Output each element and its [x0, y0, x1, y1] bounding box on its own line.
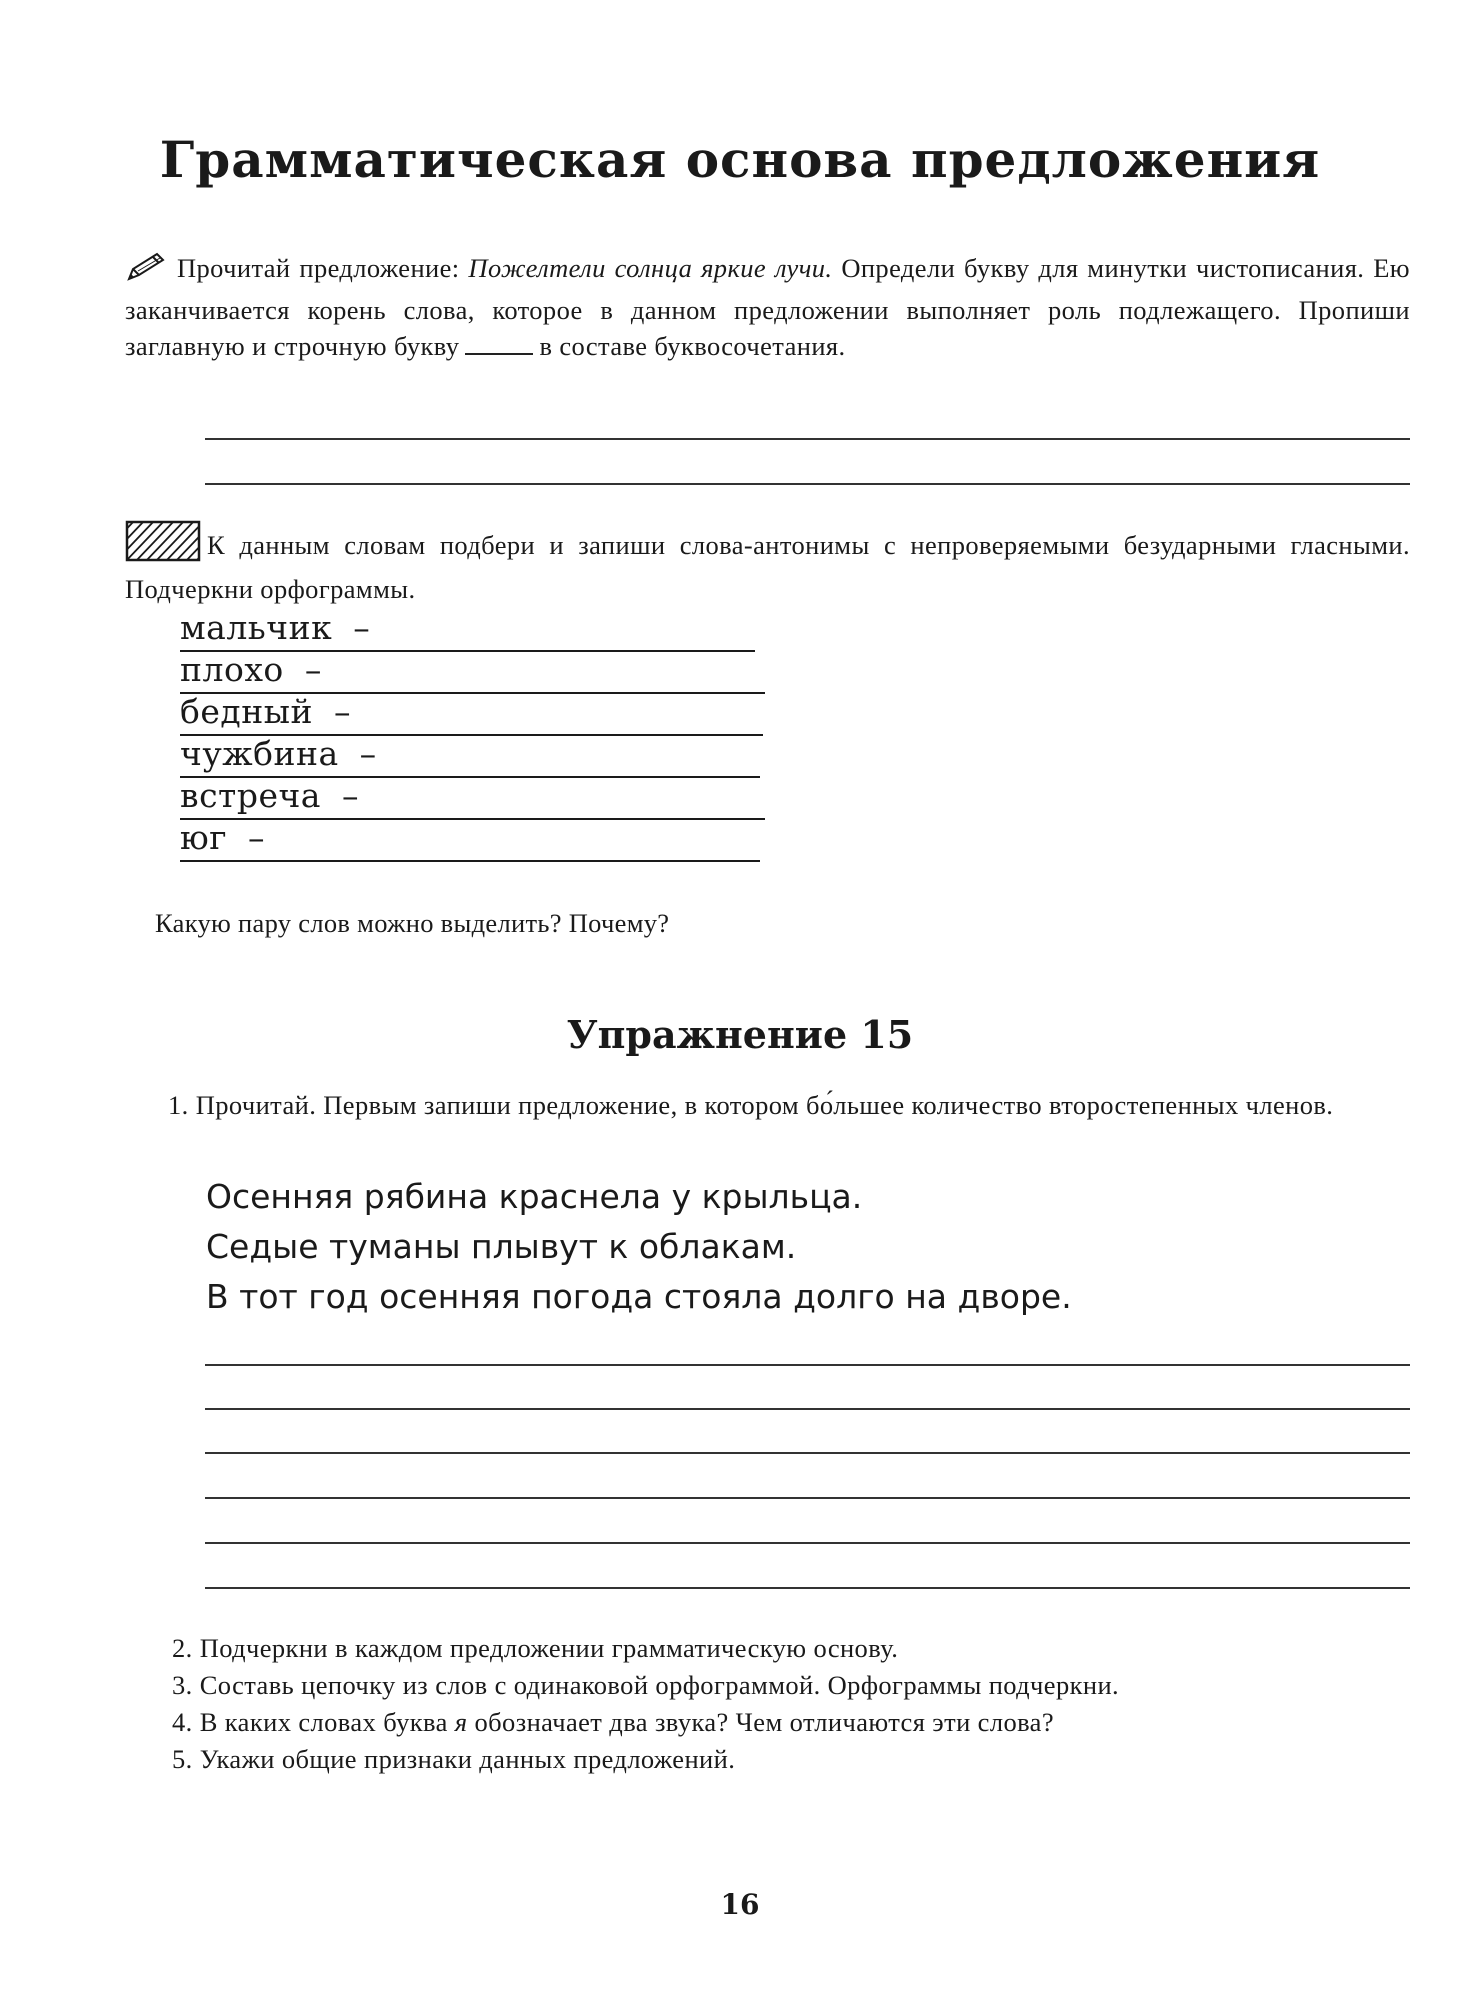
task-antonyms-paragraph: [125, 520, 1410, 607]
task-pencil-paragraph: [125, 250, 1410, 364]
antonym-dash: –: [341, 776, 359, 815]
writing-line[interactable]: [205, 438, 1410, 440]
sentence: В тот год осенняя погода стояла долго на дворе.: [206, 1277, 1072, 1316]
antonym-row[interactable]: [180, 650, 765, 694]
writing-line[interactable]: [205, 1408, 1410, 1410]
page-number: 16: [720, 1888, 760, 1921]
antonym-row[interactable]: [180, 776, 765, 820]
antonym-word: встреча: [180, 776, 321, 815]
writing-line[interactable]: [205, 1364, 1410, 1366]
writing-line[interactable]: [205, 1587, 1410, 1589]
antonym-word: мальчик: [180, 608, 333, 647]
task1-sentence: Пожелтели солнца яркие лучи.: [468, 253, 833, 283]
task1-text-1: Определи букву для минутки чистописания. Ею заканчивается корень слова, которое в данном предложении выполняет роль подлежащего. Пропиши заглавную и строчную букву: [125, 253, 1410, 361]
task4-after: обозначает два звука? Чем отличаются эти слова?: [474, 1707, 1054, 1737]
exercise-tasks: [172, 1630, 1119, 1778]
antonym-dash: –: [333, 692, 351, 731]
antonym-row[interactable]: [180, 818, 760, 862]
task4-letter: я: [454, 1707, 468, 1737]
antonym-dash: –: [353, 608, 371, 647]
writing-line[interactable]: [205, 1497, 1410, 1499]
task2-text: К данным словам подбери и запиши слова-антонимы с непроверяемыми безударными гласными. Подчеркни орфограммы.: [125, 530, 1410, 604]
hatched-box-icon: [125, 520, 201, 571]
antonym-question: Какую пару слов можно выделить? Почему?: [155, 908, 670, 938]
writing-line[interactable]: [205, 1452, 1410, 1454]
antonym-dash: –: [304, 650, 322, 689]
antonym-word: плохо: [180, 650, 284, 689]
task-item: 2. Подчеркни в каждом предложении грамматическую основу.: [172, 1633, 899, 1663]
exercise-intro: 1. Прочитай. Первым запиши предложение, в котором бо́льшее количество второстепенных членов.: [168, 1090, 1334, 1120]
antonym-word: бедный: [180, 692, 313, 731]
task1-text-2: в составе буквосочетания.: [539, 331, 846, 361]
exercise-title: Упражнение 15: [566, 1012, 914, 1057]
task-item: [172, 1704, 1119, 1741]
writing-line[interactable]: [205, 483, 1410, 485]
letter-blank[interactable]: [465, 352, 533, 355]
antonym-word: чужбина: [180, 734, 339, 773]
antonym-row[interactable]: [180, 692, 763, 736]
antonym-dash: –: [248, 818, 266, 857]
antonym-word: юг: [180, 818, 228, 857]
task4-before: 4. В каких словах буква: [172, 1707, 448, 1737]
exercise-sentences: [206, 1172, 1072, 1322]
antonym-dash: –: [359, 734, 377, 773]
sentence: Осенняя рябина краснела у крыльца.: [206, 1177, 863, 1216]
antonym-row[interactable]: [180, 608, 755, 652]
sentence: Седые туманы плывут к облакам.: [206, 1227, 797, 1266]
pencil-icon: [125, 251, 169, 292]
task1-lead: Прочитай предложение:: [177, 253, 460, 283]
antonym-row[interactable]: [180, 734, 760, 778]
task-item: 5. Укажи общие признаки данных предложений.: [172, 1744, 736, 1774]
writing-line[interactable]: [205, 1542, 1410, 1544]
task-item: 3. Составь цепочку из слов с одинаковой орфограммой. Орфограммы подчеркни.: [172, 1670, 1120, 1700]
page-title: Грамматическая основа предложения: [159, 130, 1321, 189]
